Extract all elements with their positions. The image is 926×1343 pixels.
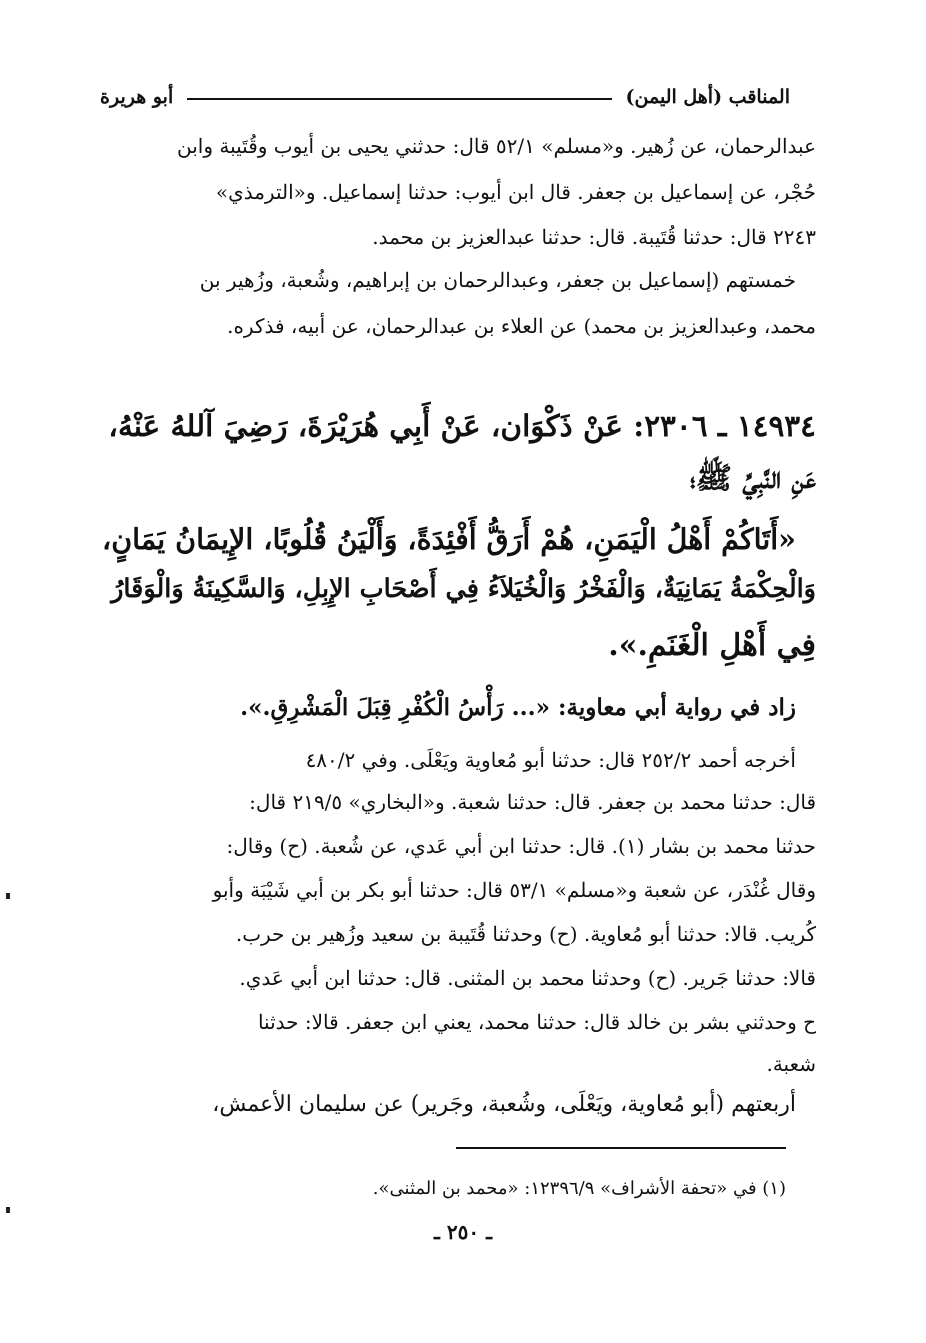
- takhrij-line: ح وحدثني بشر بن خالد قال: حدثنا محمد، يعني ابن جعفر. قالا: حدثنا: [257, 1010, 816, 1034]
- footnote: (١) في «تحفة الأشراف» ١٢٣٩٦/٩: «محمد بن المثنى».: [372, 1178, 786, 1199]
- takhrij-line: شعبة.: [766, 1052, 816, 1076]
- hadith-heading: ١٤٩٣٤ ـ ٢٣٠٦: عَنْ ذَكْوَان، عَنْ أَبِي هُرَيْرَةَ، رَضِيَ آللهُ عَنْهُ،: [108, 408, 816, 443]
- margin-mark: [6, 893, 10, 899]
- text-line: خمستهم (إسماعيل بن جعفر، وعبدالرحمان بن إبراهيم، وشُعبة، وزُهير بن: [199, 268, 796, 292]
- header-right-title: المناقب (أهل اليمن): [625, 86, 790, 108]
- takhrij-line: وقال غُنْدَر، عن شعبة و«مسلم» ٥٣/١ قال: حدثنا أبو بكر بن أبي شَيْبَة وأبو: [212, 878, 816, 902]
- conclusion-line: أربعتهم (أبو مُعاوية، ويَعْلَى، وشُعبة، وجَرير) عن سليمان الأعمش،: [212, 1092, 796, 1117]
- header-left-title: أبو هريرة: [100, 86, 174, 108]
- header-rule: [187, 98, 611, 100]
- takhrij-line: قال: حدثنا محمد بن جعفر. قال: حدثنا شعبة. و«البخاري» ٢١٩/٥ قال:: [249, 790, 816, 814]
- running-header: [100, 82, 790, 112]
- hadith-line: «أَتَاكُمْ أَهْلُ الْيَمَنِ، هُمْ أَرَقُّ أَفْئِدَةً، وَأَلْيَنُ قُلُوبًا، الإِيمَانُ يَمَانٍ،: [102, 522, 796, 556]
- hadith-line: عَنِ النَّبِيِّ ﷺ؛: [689, 461, 816, 496]
- takhrij-line: أخرجه أحمد ٢٥٢/٢ قال: حدثنا أبو مُعاوية ويَعْلَى. وفي ٤٨٠/٢: [305, 748, 796, 772]
- text-line: عبدالرحمان، عن زُهير. و«مسلم» ٥٢/١ قال: حدثني يحيى بن أيوب وقُتَيبة وابن: [177, 134, 816, 158]
- text-line: ٢٢٤٣ قال: حدثنا قُتَيبة. قال: حدثنا عبدالعزيز بن محمد.: [372, 225, 816, 249]
- text-line: محمد، وعبدالعزيز بن محمد) عن العلاء بن عبدالرحمان، عن أبيه، فذكره.: [227, 314, 816, 338]
- takhrij-line: قالا: حدثنا جَرير. (ح) وحدثنا محمد بن المثنى. قال: حدثنا ابن أبي عَدي.: [239, 966, 816, 990]
- takhrij-line: حدثنا محمد بن بشار (١). قال: حدثنا ابن أبي عَدي، عن شُعبة. (ح) وقال:: [226, 834, 816, 858]
- margin-mark: [6, 1207, 10, 1213]
- takhrij-line: كُريب. قالا: حدثنا أبو مُعاوية. (ح) وحدثنا قُتَيبة بن سعيد وزُهير بن حرب.: [235, 922, 816, 946]
- hadith-line: وَالْحِكْمَةُ يَمَانِيَةٌ، وَالْفَخْرُ وَالْخُيَلاَءُ فِي أَصْحَابِ الإِبِلِ، وَالسَّكِينَةُ وَالْوَقَارُ: [111, 574, 816, 604]
- page-number: ـ ٢٥٠ ـ: [434, 1220, 492, 1244]
- hadith-line: فِي أَهْلِ الْغَنَمِ.».: [608, 628, 816, 663]
- addition-line: زاد في رواية أبي معاوية: «... رَأْسُ الْكُفْرِ قِبَلَ الْمَشْرِقِ.».: [240, 694, 796, 721]
- text-line: حُجْر، عن إسماعيل بن جعفر. قال ابن أيوب: حدثنا إسماعيل. و«الترمذي»: [215, 180, 816, 204]
- footnote-separator: [456, 1147, 786, 1149]
